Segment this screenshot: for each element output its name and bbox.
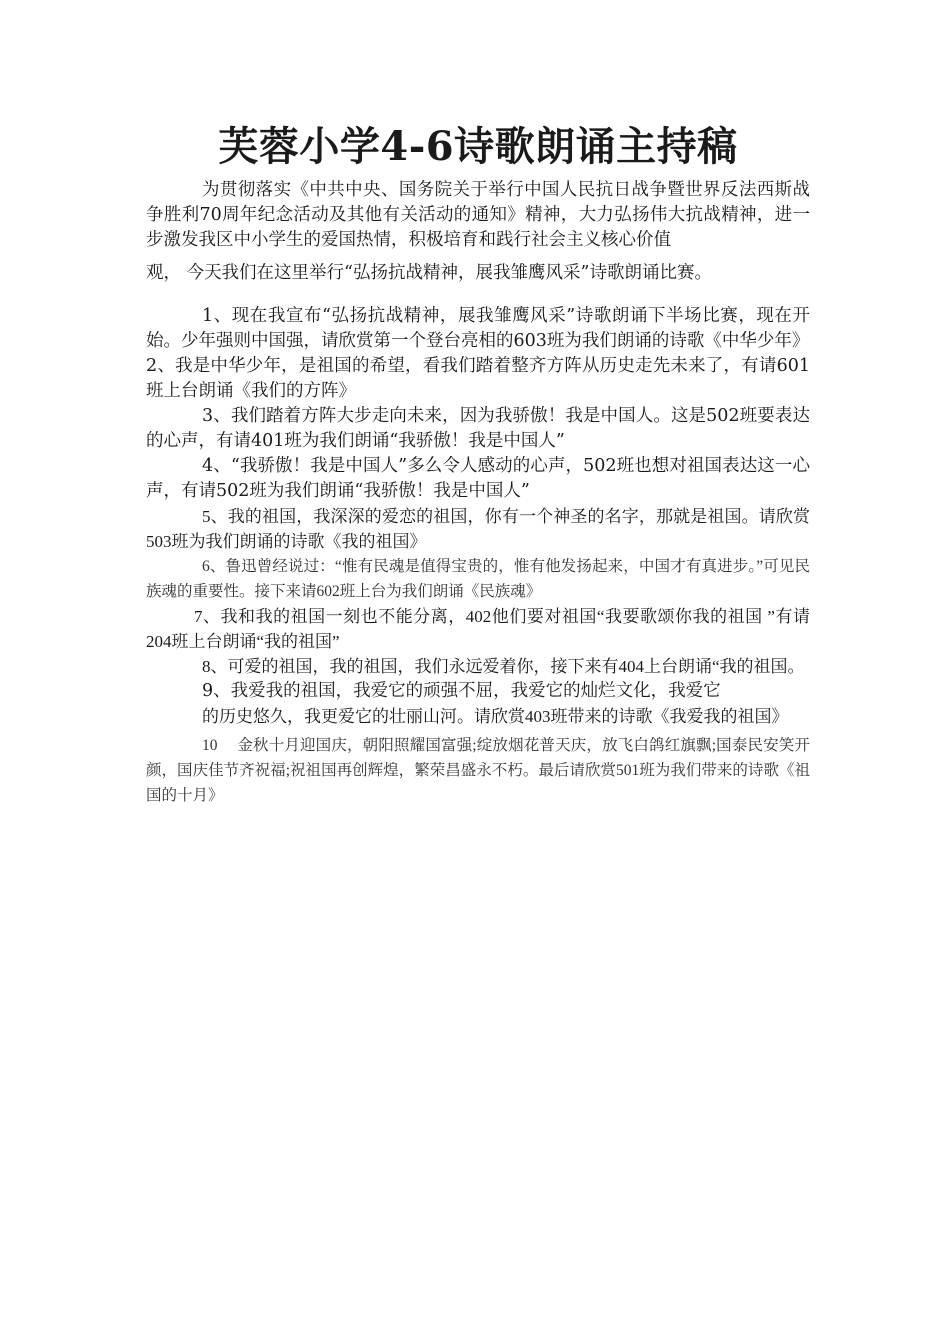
host-item-5: 5、我的祖国，我深深的爱恋的祖国，你有一个神圣的名字，那就是祖国。请欣赏503班为我们朗诵的诗歌《我的祖国》 [146, 507, 810, 551]
host-item-10: 10 金秋十月迎国庆，朝阳照耀国富强;绽放烟花普天庆，放飞白鸽红旗飘;国泰民安笑开颜，国庆佳节齐祝福;祝祖国再创辉煌，繁荣昌盛永不朽。最后请欣赏501班为我们带来的诗歌《祖国的十月》 [146, 737, 810, 804]
host-item-9-line-1: 9、我爱我的祖国，我爱它的顽强不屈，我爱它的灿烂文化，我爱它 [202, 681, 721, 701]
host-item-7: 7、我和我的祖国一刻也不能分离，402他们要对祖国“我要歌颂你我的祖国 ”有请204班上台朗诵“我的祖国” [146, 607, 810, 651]
document-title: 芙蓉小学4-6诗歌朗诵主持稿 [218, 123, 738, 170]
host-item-2: 2、我是中华少年，是祖国的希望，看我们踏着整齐方阵从历史走先未来了，有请601班上台朗诵《我们的方阵》 [146, 356, 810, 401]
host-item-3: 3、我们踏着方阵大步走向未来，因为我骄傲！我是中国人。这是502班要表达的心声，有请401班为我们朗诵“我骄傲！我是中国人” [146, 406, 810, 451]
host-item-6: 6、鲁迅曾经说过：“惟有民魂是值得宝贵的，惟有他发扬起来，中国才有真进步。”可见民族魂的重要性。接下来请602班上台为我们朗诵《民族魂》 [146, 558, 810, 600]
host-item-8: 8、可爱的祖国，我的祖国，我们永远爱着你，接下来有404上台朗诵“我的祖国。 [202, 657, 805, 676]
document-page [146, 118, 810, 808]
host-item-9-line-2: 的历史悠久，我更爱它的壮丽山河。请欣赏403班带来的诗歌《我爱我的祖国》 [202, 707, 789, 726]
host-item-4: 4、“我骄傲！我是中国人”多么令人感动的心声，502班也想对祖国表达这一心声，有请502班为我们朗诵“我骄傲！我是中国人” [146, 456, 810, 501]
intro-paragraph: 为贯彻落实《中共中央、国务院关于举行中国人民抗日战争暨世界反法西斯战争胜利70周年纪念活动及其他有关活动的通知》精神，大力弘扬伟大抗战精神，进一步激发我区中小学生的爱国热情，积极培育和践行社会主义核心价值 [146, 180, 810, 250]
intro-paragraph-end: 观， 今天我们在这里举行“弘扬抗战精神，展我雏鹰风采”诗歌朗诵比赛。 [146, 263, 712, 283]
host-item-1: 1、现在我宣布“弘扬抗战精神，展我雏鹰风采”诗歌朗诵下半场比赛，现在开始。少年强则中国强，请欣赏第一个登台亮相的603班为我们朗诵的诗歌《中华少年》 [146, 306, 810, 351]
